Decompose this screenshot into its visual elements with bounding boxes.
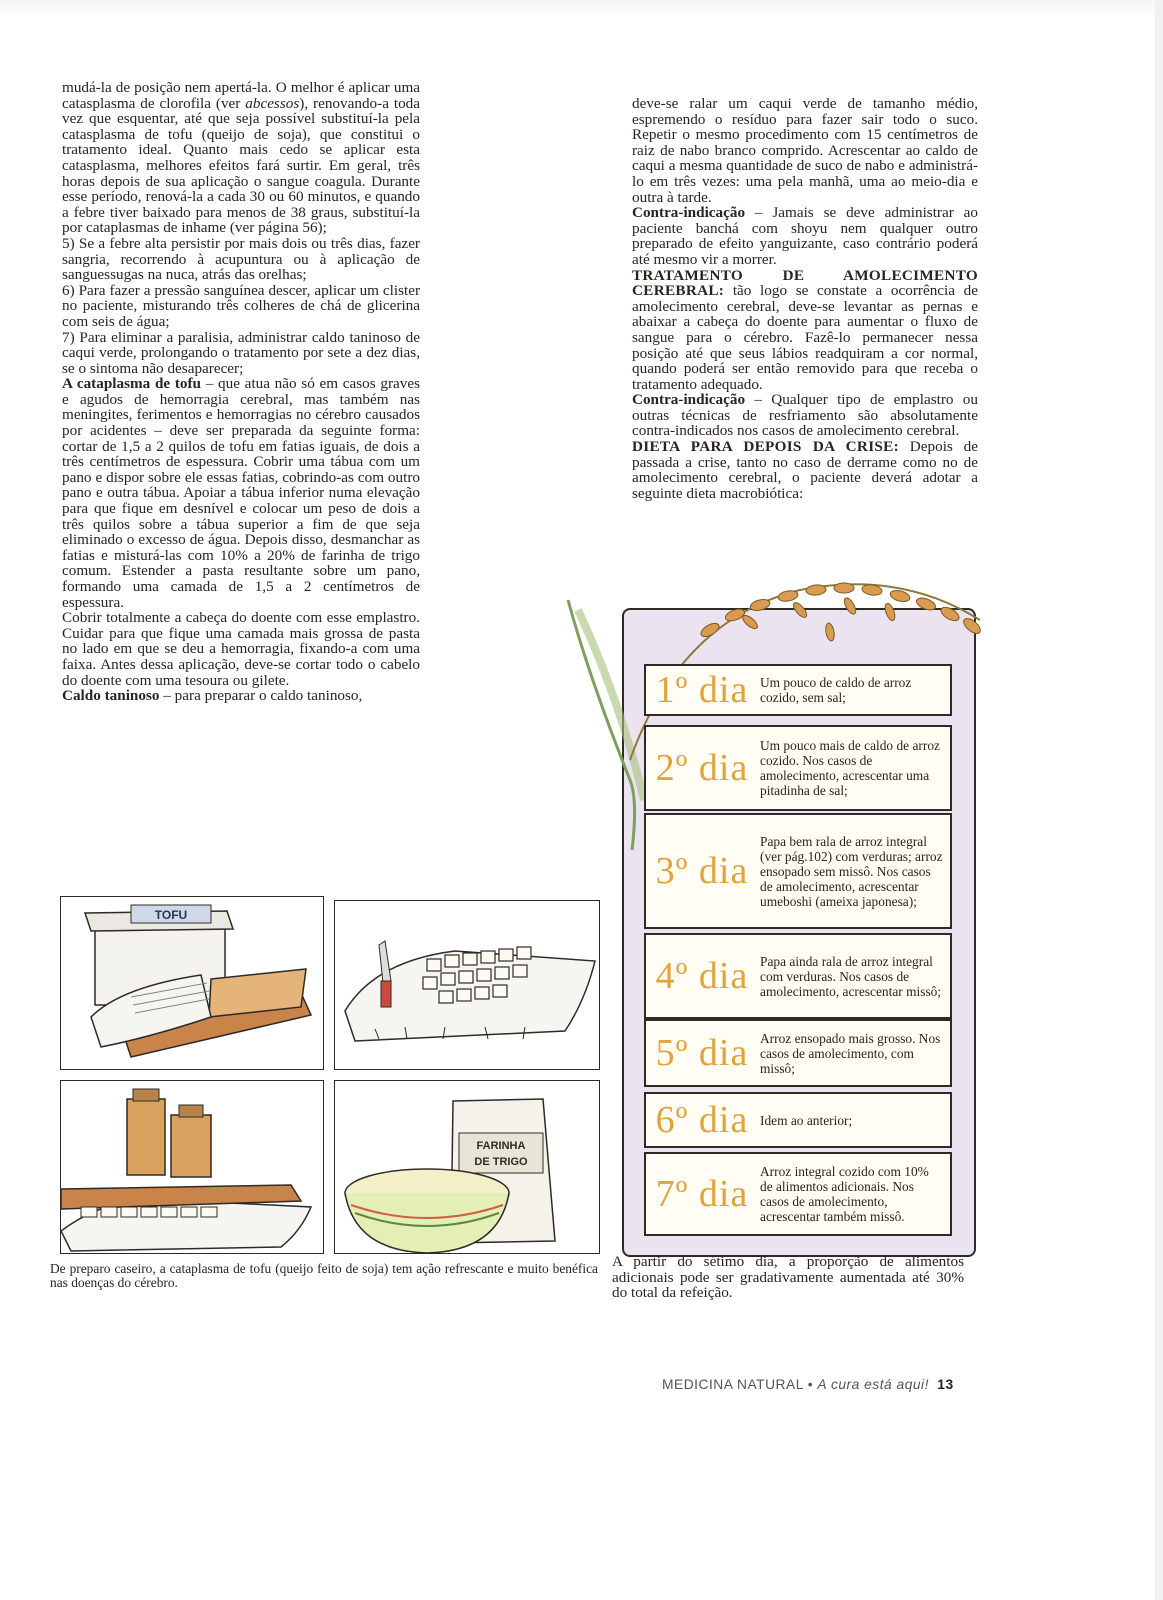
day-description: Um pouco de caldo de arroz cozido, sem sal; [760, 675, 912, 705]
day-description: Um pouco mais de caldo de arroz cozido. Nos casos de amolecimento, acrescentar uma pitadinha de sal; [760, 738, 940, 798]
flour-bowl-drawing [335, 1081, 599, 1253]
illustration-caption: De preparo caseiro, a cataplasma de tofu (queijo feito de soja) tem ação refrescante e muito benéfica nas doenças do cérebro. [50, 1261, 598, 1290]
diet-day-7 [644, 1152, 952, 1236]
paragraph [632, 205, 978, 267]
footer-separator: • [807, 1377, 814, 1392]
day-description: Idem ao anterior; [760, 1112, 853, 1128]
day-description: Arroz integral cozido com 10% de alimentos adicionais. Nos casos de amolecimento, acrescentar também missô. [760, 1164, 929, 1224]
illustration-tofu-cubes [334, 900, 600, 1070]
paragraph: deve-se ralar um caqui verde de tamanho médio, espremendo o resíduo para fazer sair todo o suco. Repetir o mesmo procedimento com 15 centímetros de raiz de nabo branco comprido. Acrescentar ao caldo de caqui a mesma quantidade de suco de nabo e administrá-lo em três vezes: uma pela manhã, uma ao meio-dia e outra à tarde. [632, 95, 978, 206]
day-label: 4º dia [655, 955, 749, 997]
day-label: 3º dia [655, 850, 749, 892]
heading-cataplasma-tofu: A cataplasma de tofu [62, 375, 201, 393]
magazine-tagline: A cura está aqui! [817, 1377, 929, 1392]
heading-dieta-crise: DIETA PARA DEPOIS DA CRISE: [632, 438, 899, 456]
paragraph [62, 688, 420, 704]
text-run: mudá-la de posição nem apertá-la. O melhor é aplicar uma catasplasma de clorofila (ver [62, 79, 420, 112]
diet-day-1 [644, 664, 952, 716]
emphasis-abcessos: abcessos [245, 94, 300, 112]
illustration-flour-bowl [334, 1080, 600, 1254]
illustration-tofu-press [60, 1080, 324, 1254]
day-label: 6º dia [655, 1099, 749, 1141]
paragraph-item-6: 6) Para fazer a pressão sanguínea descer, aplicar um clister no paciente, misturando três colheres de chá de glicerina com seis de água; [62, 281, 420, 330]
day-description: Papa bem rala de arroz integral (ver pág.102) com verduras; arroz ensopado sem missô. Nos casos de amolecimento, acrescentar umeboshi (ameixa japonesa); [760, 833, 943, 909]
left-column [62, 80, 420, 704]
text-run: – para preparar o caldo taninoso, [159, 687, 363, 705]
illustration-tofu-slicing [60, 896, 324, 1070]
tofu-slicing-drawing [61, 897, 323, 1069]
tofu-cubes-drawing [335, 901, 599, 1069]
diet-day-3 [644, 813, 952, 929]
day-label: 5º dia [655, 1032, 749, 1074]
scan-right-edge [1155, 0, 1163, 1600]
paragraph [632, 439, 978, 501]
tofu-box-label: TOFU [154, 908, 188, 922]
right-column [632, 96, 978, 501]
flour-bag-label-1: FARINHA [476, 1140, 526, 1152]
text-run: – Qualquer tipo de emplastro ou outras técnicas de resfriamento são absolutamente contra-indicados nos casos de amolecimento cerebral. [632, 391, 978, 440]
flour-bag-label-2: DE TRIGO [474, 1156, 528, 1168]
tofu-press-drawing [61, 1081, 323, 1253]
paragraph-item-5: 5) Se a febre alta persistir por mais dois ou três dias, fazer sangria, recorrendo à acupuntura ou à aplicação de sanguessugas na nuca, atrás das orelhas; [62, 234, 420, 284]
day-label: 1º dia [655, 669, 749, 711]
magazine-name: MEDICINA NATURAL [662, 1377, 804, 1392]
day-label: 7º dia [655, 1173, 749, 1215]
diet-day-4 [644, 933, 952, 1019]
text-run: tão logo se constate a ocorrência de amolecimento cerebral, deve-se levantar as pernas e abaixar a cabeça do doente para aumentar o fluxo de sangue para o cérebro. Fazê-lo permanecer nessa posição até que seus lábios readquiram a cor normal, quando poderá ser então removido para que receba o tratamento adequado. [632, 282, 978, 393]
paragraph [632, 268, 978, 393]
page-footer [662, 1377, 954, 1392]
diet-day-2 [644, 725, 952, 811]
page-number: 13 [937, 1377, 954, 1392]
paragraph-item-7: 7) Para eliminar a paralisia, administrar caldo taninoso de caqui verde, prolongando o tratamento por sete a dez dias, se o sintoma não desaparecer; [62, 328, 420, 377]
day-description: Papa ainda rala de arroz integral com verduras. Nos casos de amolecimento, acrescentar missô; [760, 953, 942, 999]
paragraph [632, 392, 978, 439]
heading-caldo-taninoso: Caldo taninoso [62, 687, 160, 705]
after-diet-note: A partir do sétimo dia, a proporção de alimentos adicionais pode ser gradativamente aumentada até 30% do total da refeição. [612, 1253, 964, 1302]
text-run: ), renovando-a toda vez que esquentar, até que seja possível substituí-la pela catasplasma de tofu (queijo de soja), que constitui o tratamento ideal. Quanto mais cedo se aplicar esta catasplasma, melhores efeitos fará surtir. Em geral, três horas depois de sua aplicação o sangue coagula. Durante esse período, renová-la a cada 30 ou 60 minutos, e quando a febre tiver baixado para menos de 38 graus, substituí-la por cataplasmas de inhame (ver página 56); [62, 94, 420, 237]
heading-contra-indicacao: Contra-indicação [632, 204, 746, 222]
scan-top-edge [0, 0, 1163, 18]
paragraph [62, 376, 420, 610]
paragraph: Cobrir totalmente a cabeça do doente com esse emplastro. Cuidar para que fique uma camada mais grossa de pasta no lado em que se deu a hemorragia, fixando-a com uma faixa. Antes dessa aplicação, deve-se cortar todo o cabelo do doente com uma tesoura ou gilete. [62, 609, 420, 689]
heading-contra-indicacao: Contra-indicação [632, 391, 746, 409]
heading-tratamento-amolecimento: TRATAMENTO DE AMOLECIMENTO CEREBRAL: [632, 266, 978, 300]
text-run: – que atua não só em casos graves e agudos de hemorragia cerebral, mas também nas meningites, ferimentos e hemorragias no cérebro causados por acidentes – deve ser preparada da seguinte forma: cortar de 1,5 a 2 quilos de tofu em fatias iguais, de dois a três centímetros de espessura. Cobrir uma tábua com um pano e dispor sobre ele essas fatias, cobrindo-as com outro pano e outra tábua. Apoiar a tábua inferior numa elevação para que fique em desnível e colocar um peso de dois a três quilos sobre a tábua superior a fim de que seja eliminado o excesso de água. Depois disso, desmanchar as fatias e misturá-las com 10% a 20% de farinha de trigo comum. Estender a pasta resultante sobre um pano, formando uma camada de 1,5 a 2 centímetros de espessura. [62, 375, 420, 611]
diet-day-5 [644, 1019, 952, 1087]
paragraph [62, 80, 420, 236]
day-description: Arroz ensopado mais grosso. Nos casos de amolecimento, com missô; [760, 1030, 941, 1076]
text-run: Depois de passada a crise, tanto no caso de derrame como no de amolecimento cerebral, o paciente deverá adotar a seguinte dieta macrobiótica: [632, 438, 978, 502]
day-label: 2º dia [655, 747, 749, 789]
diet-day-6 [644, 1092, 952, 1148]
text-run: – Jamais se deve administrar ao paciente banchá com shoyu nem qualquer outro preparado de efeito yanguizante, caso contrário poderá até mesmo vir a morrer. [632, 204, 978, 268]
